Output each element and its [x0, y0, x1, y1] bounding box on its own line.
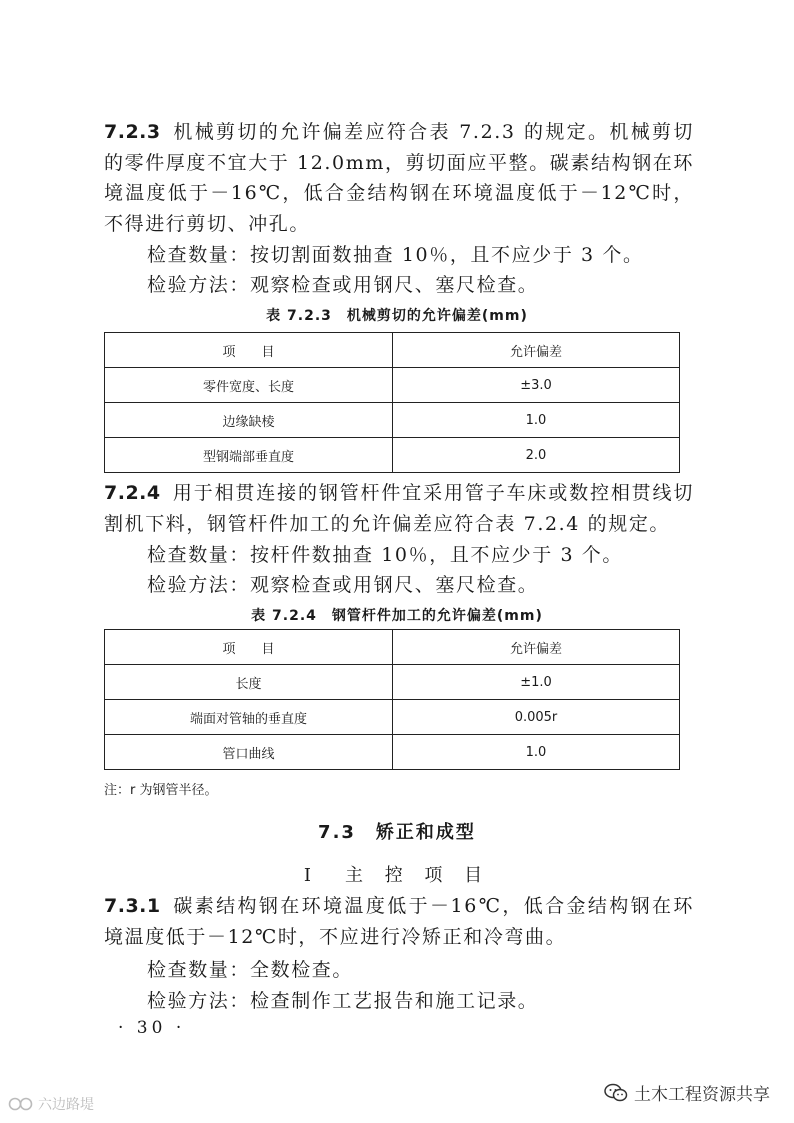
table-header-row: [105, 333, 680, 368]
clause-text: 碳素结构钢在环境温度低于－16℃，低合金结构钢在环境温度低于－12℃时，不应进行冷矫正和冷弯曲。: [104, 895, 694, 948]
check-method: 检验方法：观察检查或用钢尺、塞尺检查。: [147, 574, 539, 596]
watermark-text: 土木工程资源共享: [634, 1085, 770, 1105]
table-caption: 表 7.2.4 钢管杆件加工的允许偏差(mm): [251, 608, 543, 624]
header-item: 项 目: [105, 630, 393, 665]
table-note: 注：r 为钢管半径。: [104, 783, 218, 798]
tolerance-table-7-2-3: [104, 332, 680, 473]
cell-item: 管口曲线: [105, 735, 393, 770]
logo-icon: [8, 1097, 34, 1111]
check-quantity: 检查数量：全数检查。: [147, 959, 354, 981]
check-method: 检验方法：观察检查或用钢尺、塞尺检查。: [147, 274, 539, 296]
table-row: [105, 403, 680, 438]
table-row: [105, 438, 680, 473]
table-row: [105, 368, 680, 403]
table-row: [105, 665, 680, 700]
section-title: 7.3 矫正和成型: [318, 822, 476, 843]
wechat-icon: [604, 1083, 628, 1103]
cell-value: ±3.0: [393, 368, 680, 403]
header-tolerance: 允许偏差: [393, 630, 680, 665]
clause-7-3-1: [104, 891, 694, 952]
tolerance-table-7-2-4: [104, 629, 680, 770]
header-item: 项 目: [105, 333, 393, 368]
clause-text: 用于相贯连接的钢管杆件宜采用管子车床或数控相贯线切割机下料，钢管杆件加工的允许偏差应符合表 7.2.4 的规定。: [104, 482, 694, 535]
cell-value: 1.0: [393, 403, 680, 438]
watermark-right: [604, 1080, 770, 1105]
check-quantity: 检查数量：按切割面数抽查 10％，且不应少于 3 个。: [147, 244, 644, 266]
clause-7-2-4: [104, 478, 694, 539]
table-row: [105, 735, 680, 770]
cell-value: ±1.0: [393, 665, 680, 700]
cell-item: 端面对管轴的垂直度: [105, 700, 393, 735]
table-caption: 表 7.2.3 机械剪切的允许偏差(mm): [266, 308, 528, 324]
clause-text: 机械剪切的允许偏差应符合表 7.2.3 的规定。机械剪切的零件厚度不宜大于 12.0mm，剪切面应平整。碳素结构钢在环境温度低于－16℃，低合金结构钢在环境温度低于－12℃时，不得进行剪切、冲孔。: [104, 121, 694, 235]
watermark-left: [8, 1094, 94, 1114]
check-quantity: 检查数量：按杆件数抽查 10％，且不应少于 3 个。: [147, 544, 623, 566]
cell-item: 型钢端部垂直度: [105, 438, 393, 473]
header-tolerance: 允许偏差: [393, 333, 680, 368]
cell-item: 零件宽度、长度: [105, 368, 393, 403]
section-subtitle: Ⅰ 主 控 项 目: [303, 865, 491, 886]
table-row: [105, 700, 680, 735]
clause-number: 7.2.3: [104, 121, 161, 143]
cell-value: 2.0: [393, 438, 680, 473]
check-method: 检验方法：检查制作工艺报告和施工记录。: [147, 990, 539, 1012]
cell-value: 1.0: [393, 735, 680, 770]
clause-7-2-3: [104, 117, 694, 239]
watermark-text: 六边路堤: [38, 1097, 94, 1113]
cell-item: 边缘缺棱: [105, 403, 393, 438]
table-header-row: [105, 630, 680, 665]
cell-value: 0.005r: [393, 700, 680, 735]
clause-number: 7.2.4: [104, 482, 161, 504]
clause-number: 7.3.1: [104, 895, 161, 917]
cell-item: 长度: [105, 665, 393, 700]
page-number: · 30 ·: [118, 1018, 186, 1038]
